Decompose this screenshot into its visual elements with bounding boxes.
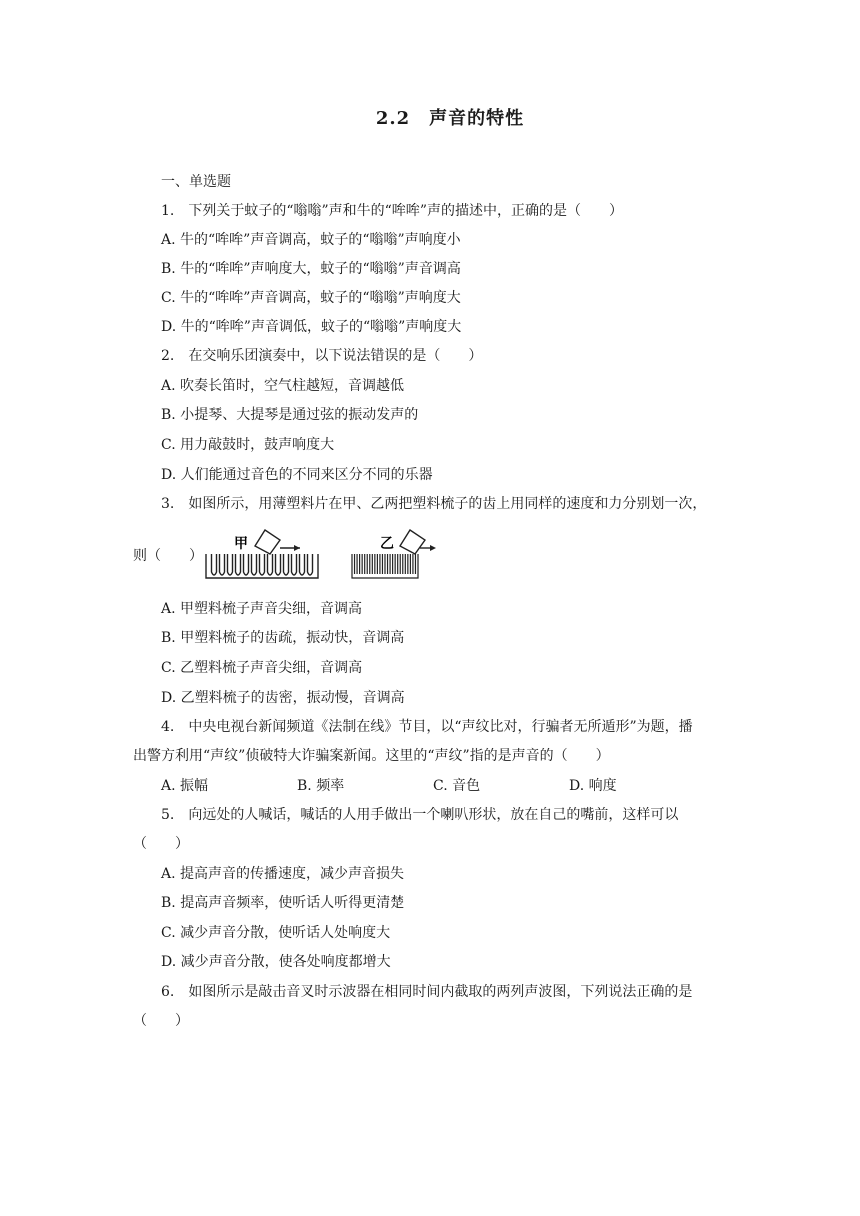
page-title: 2.2 声音的特性	[375, 108, 525, 129]
option-b: B. 甲塑料梳子的齿疏，振动快，音调高	[161, 630, 405, 646]
option-c: C. 牛的“哞哞”声音调高，蚊子的“嗡嗡”声响度大	[161, 290, 461, 306]
question-stem-line1: 6. 如图所示是敲击音叉时示波器在相同时间内截取的两列声波图，下列说法正确的是	[161, 984, 693, 1000]
comb-a-icon	[206, 554, 318, 578]
question-stem-line2: （ ）	[133, 1013, 189, 1029]
option-b: B. 提高声音频率，使听话人听得更清楚	[161, 895, 405, 911]
option-c: C. 减少声音分散，使听话人处响度大	[161, 925, 391, 941]
question-stem-line1: 3. 如图所示，用薄塑料片在甲、乙两把塑料梳子的齿上用同样的速度和力分别划一次，	[161, 496, 707, 512]
option-a: A. 牛的“哞哞”声音调高，蚊子的“嗡嗡”声响度小	[161, 232, 461, 248]
option-b: B. 牛的“哞哞”声响度大，蚊子的“嗡嗡”声音调高	[161, 261, 461, 277]
option-d: D. 牛的“哞哞”声音调低，蚊子的“嗡嗡”声响度大	[161, 319, 462, 335]
option-a: A. 提高声音的传播速度，减少声音损失	[161, 866, 405, 882]
option-c: C. 用力敲鼓时，鼓声响度大	[161, 437, 335, 453]
option-d: D. 响度	[569, 778, 617, 794]
option-c: C. 音色	[433, 778, 481, 794]
question-stem: 2. 在交响乐团演奏中，以下说法错误的是（ ）	[161, 348, 483, 364]
option-a: A. 吹奏长笛时，空气柱越短，音调越低	[161, 378, 405, 394]
comb-b-label: 乙	[380, 535, 394, 551]
question-stem-line1: 5. 向远处的人喊话，喊话的人用手做出一个喇叭形状，放在自己的嘴前，这样可以	[161, 807, 679, 823]
option-b: B. 小提琴、大提琴是通过弦的振动发声的	[161, 407, 419, 423]
pick-a-icon	[255, 530, 300, 554]
option-d: D. 人们能通过音色的不同来区分不同的乐器	[161, 467, 433, 483]
option-c: C. 乙塑料梳子声音尖细，音调高	[161, 660, 363, 676]
comb-a-label: 甲	[234, 535, 248, 551]
comb-b-icon	[352, 554, 418, 578]
option-d: D. 减少声音分散，使各处响度都增大	[161, 954, 391, 970]
question-stem-line2: 出警方利用“声纹”侦破特大诈骗案新闻。这里的“声纹”指的是声音的（ ）	[133, 748, 610, 764]
option-a: A. 甲塑料梳子声音尖细，音调高	[161, 601, 363, 617]
comb-b-figure	[348, 528, 438, 588]
section-heading: 一、单选题	[161, 174, 231, 190]
comb-b-arrow-icon	[420, 545, 436, 551]
option-a: A. 振幅	[161, 778, 209, 794]
question-stem: 1. 下列关于蚊子的“嗡嗡”声和牛的“哞哞”声的描述中，正确的是（ ）	[161, 203, 623, 219]
question-stem-line2: 则（ ）	[133, 548, 203, 564]
question-stem-line2: （ ）	[133, 836, 189, 852]
option-b: B. 频率	[297, 778, 345, 794]
question-stem-line1: 4. 中央电视台新闻频道《法制在线》节目，以“声纹比对，行骗者无所遁形”为题，播	[161, 719, 693, 735]
option-d: D. 乙塑料梳子的齿密，振动慢，音调高	[161, 690, 405, 706]
